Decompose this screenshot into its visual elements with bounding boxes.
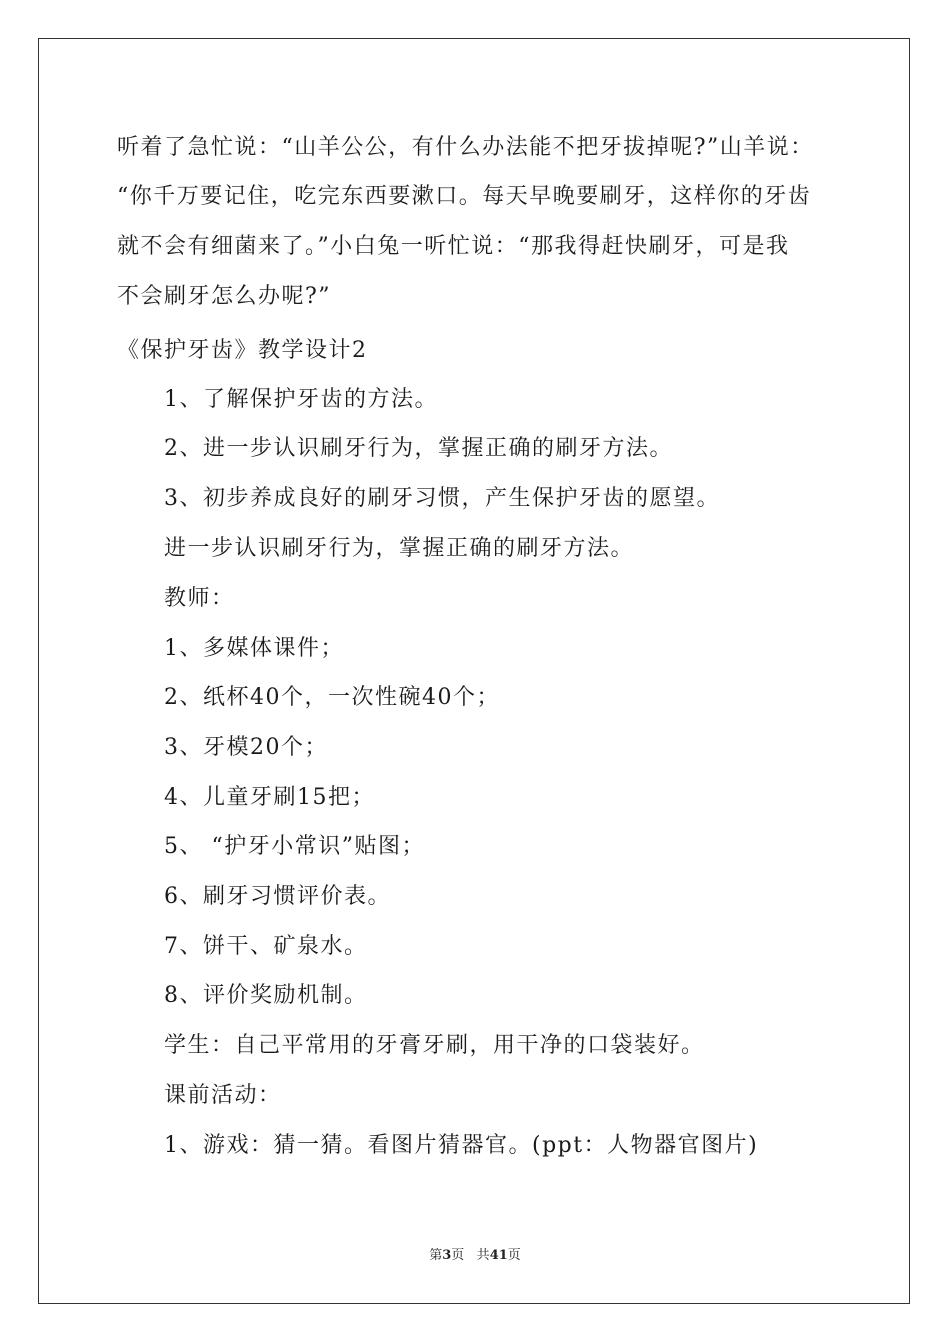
total-pages: 41 — [489, 1248, 508, 1263]
page-border — [38, 38, 910, 1304]
material-item: 3、牙模20个； — [164, 735, 328, 760]
objective-item: 3、初步养成良好的刷牙习惯，产生保护牙齿的愿望。 — [164, 486, 720, 511]
page-number: 3 — [442, 1248, 452, 1263]
page-label-prefix: 第 — [429, 1248, 443, 1263]
material-item: 2、纸杯40个，一次性碗40个； — [164, 685, 500, 710]
material-item: 7、饼干、矿泉水。 — [164, 934, 368, 959]
body-line: “你千万要记住，吃完东西要漱口。每天早晚要刷牙，这样你的牙齿 — [117, 184, 812, 209]
subheading-pre-class: 课前活动： — [164, 1083, 282, 1108]
total-label-suffix: 页 — [507, 1248, 521, 1263]
subheading-teacher: 教师： — [164, 586, 235, 611]
material-item: 8、评价奖励机制。 — [164, 983, 368, 1008]
body-line: 就不会有细菌来了。”小白兔一听忙说：“那我得赶快刷牙，可是我 — [117, 234, 790, 259]
student-materials: 学生：自己平常用的牙膏牙刷，用干净的口袋装好。 — [164, 1033, 705, 1058]
section-heading: 《保护牙齿》教学设计2 — [117, 338, 368, 363]
page-footer — [0, 1247, 950, 1265]
total-label-prefix: 共 — [476, 1248, 490, 1263]
page-label-suffix: 页 — [451, 1248, 465, 1263]
key-point: 进一步认识刷牙行为，掌握正确的刷牙方法。 — [164, 536, 635, 561]
material-item: 6、刷牙习惯评价表。 — [164, 884, 391, 909]
objective-item: 2、进一步认识刷牙行为，掌握正确的刷牙方法。 — [164, 436, 673, 461]
body-line: 听着了急忙说：“山羊公公，有什么办法能不把牙拔掉呢?”山羊说： — [117, 135, 814, 160]
objective-item: 1、了解保护牙齿的方法。 — [164, 387, 438, 412]
body-line: 不会刷牙怎么办呢?” — [117, 284, 332, 309]
material-item: 4、儿童牙刷15把； — [164, 785, 375, 810]
material-item: 1、多媒体课件； — [164, 636, 344, 661]
activity-item: 1、游戏：猜一猜。看图片猜器官。(ppt：人物器官图片) — [164, 1133, 759, 1158]
material-item: 5、 “护牙小常识”贴图； — [164, 834, 425, 859]
